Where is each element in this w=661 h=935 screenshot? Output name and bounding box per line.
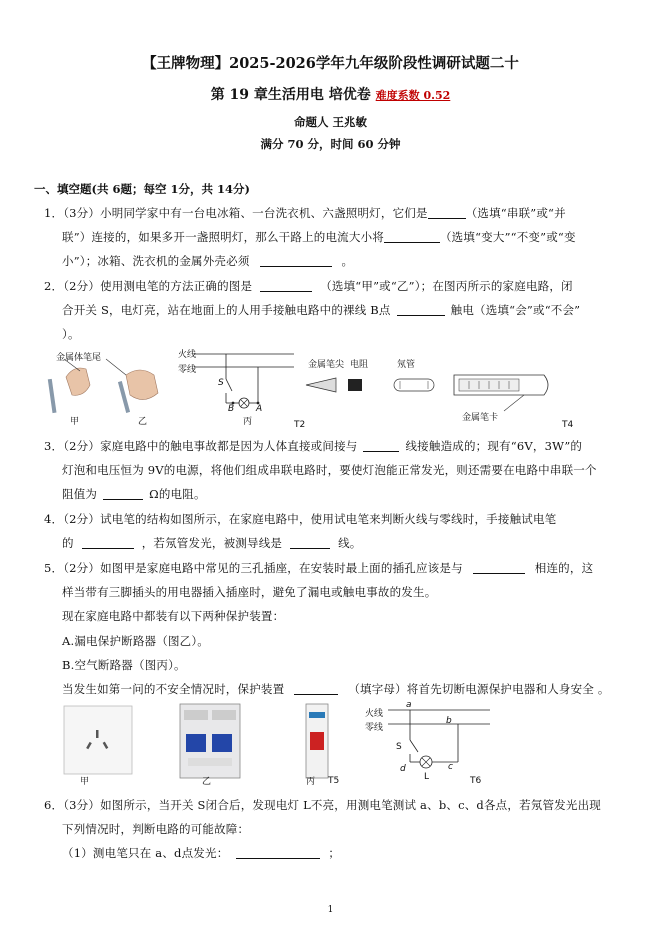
fig5-jia-label: 甲 <box>80 777 90 787</box>
t6-point-d: d <box>400 764 406 774</box>
t6-zero-label: 零线 <box>365 723 384 733</box>
fig-t4-label: T4 <box>562 420 574 430</box>
breaker-yi-image <box>180 704 240 778</box>
q4-blank1[interactable] <box>82 536 134 549</box>
section-heading: 一、填空题(共 6题；每空 1分，共 14分) <box>34 182 250 196</box>
t6-point-b: b <box>446 716 452 726</box>
t6-lamp-l: L <box>424 772 430 782</box>
pen-tail-label: 金属体笔尾 <box>56 353 102 363</box>
fig-t6-label: T6 <box>470 776 482 786</box>
switch-s-label: S <box>218 378 224 388</box>
q6-line2: 下列情况时，判断电路的可能故障： <box>62 822 250 836</box>
q1-line2: 联”）连接的，如果多开一盏照明灯，那么干路上的电流大小将 （选填“变大”“不变”或“变 <box>62 230 576 244</box>
exam-title: 【王牌物理】2025-2026学年九年级阶段性调研试题二十 <box>142 55 519 72</box>
q3-line3: 阻值为 Ω的电阻。 <box>62 487 206 501</box>
q5-line2: 样当带有三脚插头的用电器插入插座时，避免了漏电或触电事故的发生。 <box>62 585 437 599</box>
circuit-bing-diagram <box>194 354 294 408</box>
fig5-bing-label: 丙 <box>306 777 316 787</box>
fire-wire-label: 火线 <box>178 350 197 360</box>
q6-line1: 6．（3分）如图所示，当开关 S闭合后，发现电灯 L不亮，用测电笔测试 a、b、c、d各点，若氖管发光出现 <box>44 798 601 812</box>
q3-blank1[interactable] <box>363 439 399 452</box>
q5-line6: 当发生如第一问的不安全情况时，保护装置 （填字母）将首先切断电源保护电器和人身安全 。 <box>62 682 610 696</box>
t6-point-c: c <box>448 762 453 772</box>
q2-line3: ）。 <box>62 327 80 341</box>
q2-line1: 2．（2分）使用测电笔的方法正确的图是 （选填“甲”或“乙”）；在图丙所示的家庭电路，闭 <box>44 279 573 293</box>
q4-blank2[interactable] <box>290 536 330 549</box>
q1-line3: 小”）；冰箱、洗衣机的金属外壳必须 。 <box>62 254 354 268</box>
hand-jia-image <box>48 359 90 413</box>
fig-t2-label: T2 <box>294 420 306 430</box>
circuit-t6-diagram <box>388 710 490 768</box>
fig5-yi-label: 乙 <box>202 777 212 787</box>
zero-wire-label: 零线 <box>178 365 197 375</box>
fig-t5-label: T5 <box>328 776 340 786</box>
fig-jia-label: 甲 <box>70 417 80 427</box>
chapter-title <box>0 84 661 104</box>
t6-point-a: a <box>406 700 412 710</box>
q2-blank1[interactable] <box>260 279 312 292</box>
q1-blank2[interactable] <box>384 230 440 243</box>
q3-line2: 灯泡和电压恒为 9V的电源，将他们组成串联电路时，要使灯泡能正常发光，则还需要在电路中串联一个 <box>62 463 597 477</box>
point-a-label: A <box>256 404 263 414</box>
q2-blank2[interactable] <box>397 303 445 316</box>
point-b-label: B <box>228 404 235 414</box>
difficulty-label: 难度系数 0.52 <box>375 89 451 102</box>
t6-fire-label: 火线 <box>365 709 384 719</box>
chapter-name: 第 19 章生活用电 培优卷 <box>210 87 371 103</box>
author-line: 命题人 王兆敏 <box>293 115 367 129</box>
breaker-bing-image <box>306 704 328 778</box>
q5-blank2[interactable] <box>294 682 338 695</box>
fig-bing-label: 丙 <box>243 417 253 427</box>
metal-clip-label: 金属笔卡 <box>462 413 499 423</box>
q5-blank1[interactable] <box>473 561 525 574</box>
page-number: 1 <box>327 905 334 915</box>
socket-jia-image <box>64 706 132 774</box>
q5-option-a: A.漏电保护断路器（图乙）。 <box>62 634 210 648</box>
t6-switch-s: S <box>396 742 402 752</box>
q1-blank3[interactable] <box>260 254 332 267</box>
score-line: 满分 70 分，时间 60 分钟 <box>260 137 401 151</box>
q1-blank1[interactable] <box>428 206 466 219</box>
q2-line2: 合开关 S，电灯亮，站在地面上的人用手接触电路中的裸线 B点 触电（选填“会”或“不会” <box>62 303 581 317</box>
q6-line3: （1）测电笔只在 a、d点发光： ； <box>62 846 341 860</box>
test-pen-diagram <box>306 375 548 411</box>
hand-yi-image <box>106 359 158 413</box>
q4-line2: 的 ，若氖管发光，被测导线是 线。 <box>62 536 362 550</box>
q3-blank2[interactable] <box>103 487 143 500</box>
q5-option-b: B.空气断路器（图丙）。 <box>62 658 186 672</box>
q6-blank1[interactable] <box>236 846 320 859</box>
q4-line1: 4．（2分）试电笔的结构如图所示，在家庭电路中，使用试电笔来判断火线与零线时，手接触试电笔 <box>44 512 557 526</box>
q1-line1: 1．（3分）小明同学家中有一台电冰箱、一台洗衣机、六盏照明灯，它们是 （选填“串联”或“并 <box>44 206 566 220</box>
fig-yi-label: 乙 <box>138 417 148 427</box>
resistor-label: 电阻 <box>350 360 369 370</box>
q5-line3: 现在家庭电路中都装有以下两种保护装置： <box>62 609 285 623</box>
neon-tube-label: 氖管 <box>397 360 416 370</box>
q3-line1: 3．（2分）家庭电路中的触电事故都是因为人体直接或间接与 线接触造成的；现有“6V，3W”的 <box>44 439 583 453</box>
metal-tip-label: 金属笔尖 <box>308 360 345 370</box>
q5-line1: 5．（2分）如图甲是家庭电路中常见的三孔插座，在安装时最上面的插孔应该是与 相连的，这 <box>44 561 594 575</box>
